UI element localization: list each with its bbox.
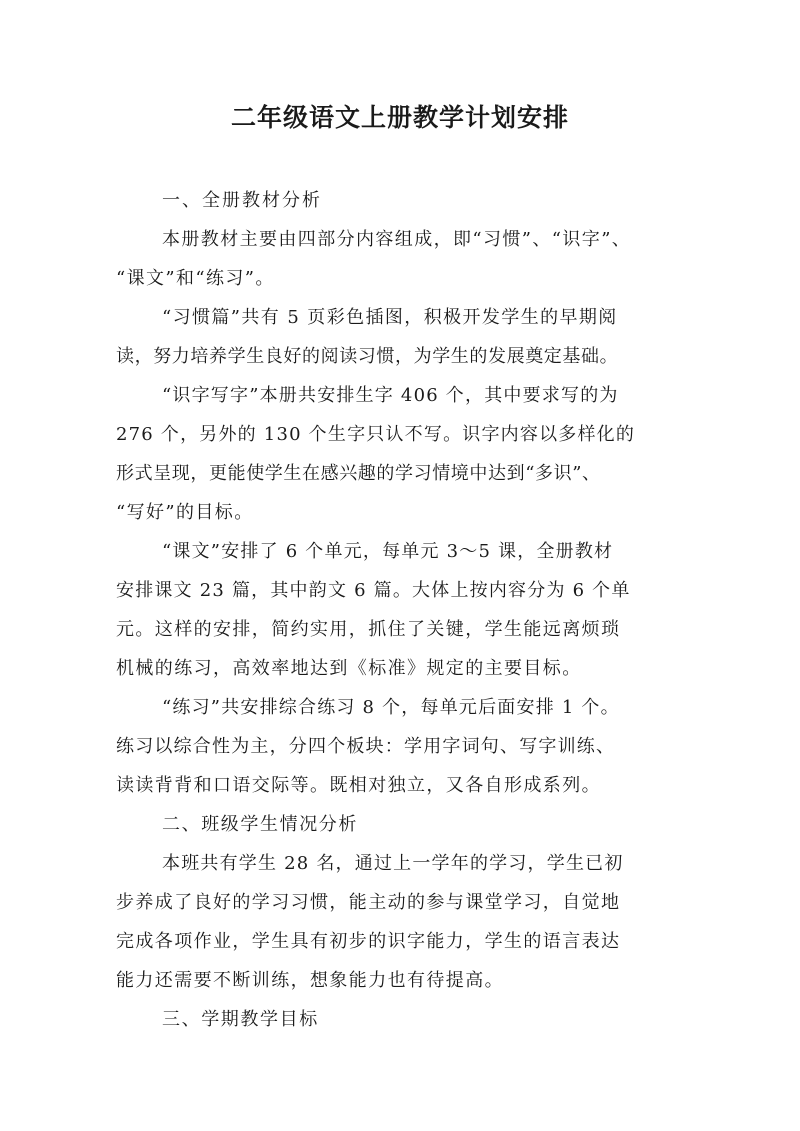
paragraph-line: “课文”安排了 6 个单元，每单元 3～5 课，全册教材: [162, 541, 614, 562]
paragraph-line: 本班共有学生 28 名，通过上一学年的学习，学生已初: [162, 853, 624, 874]
paragraph-line: 步养成了良好的学习习惯，能主动的参与课堂学习，自觉地: [116, 892, 621, 913]
paragraph-line: “识字写字”本册共安排生字 406 个，其中要求写的为: [162, 385, 619, 406]
paragraph-line: “习惯篇”共有 5 页彩色插图，积极开发学生的早期阅: [162, 307, 618, 328]
paragraph-line: 能力还需要不断训练，想象能力也有待提高。: [116, 970, 504, 991]
section-heading-1: 一、全册教材分析: [162, 190, 322, 211]
paragraph-line: “课文”和“练习”。: [116, 268, 275, 289]
paragraph-line: 元。这样的安排，简约实用，抓住了关键，学生能远离烦琐: [116, 619, 621, 640]
paragraph-line: “写好”的目标。: [116, 502, 254, 523]
paragraph-line: “练习”共安排综合练习 8 个，每单元后面安排 1 个。: [162, 697, 620, 718]
paragraph-line: 读，努力培养学生良好的阅读习惯，为学生的发展奠定基础。: [116, 346, 619, 367]
paragraph-line: 安排课文 23 篇，其中韵文 6 篇。大体上按内容分为 6 个单: [116, 580, 631, 601]
paragraph-line: 本册教材主要由四部分内容组成，即“习惯”、“识字”、: [162, 229, 632, 250]
paragraph-line: 练习以综合性为主，分四个板块：学用字词句、写字训练、: [116, 736, 616, 757]
paragraph-line: 形式呈现，更能使学生在感兴趣的学习情境中达到“多识”、: [116, 463, 601, 484]
paragraph-line: 276 个，另外的 130 个生字只认不写。识字内容以多样化的: [116, 424, 636, 445]
page-title: 二年级语文上册教学计划安排: [230, 103, 569, 132]
paragraph-line: 读读背背和口语交际等。既相对独立，又各自形成系列。: [116, 775, 601, 796]
section-heading-2: 二、班级学生情况分析: [162, 814, 358, 835]
paragraph-line: 完成各项作业，学生具有初步的识字能力，学生的语言表达: [116, 931, 621, 952]
section-heading-3: 三、学期教学目标: [162, 1009, 319, 1030]
paragraph-line: 机械的练习，高效率地达到《标准》规定的主要目标。: [116, 658, 582, 679]
